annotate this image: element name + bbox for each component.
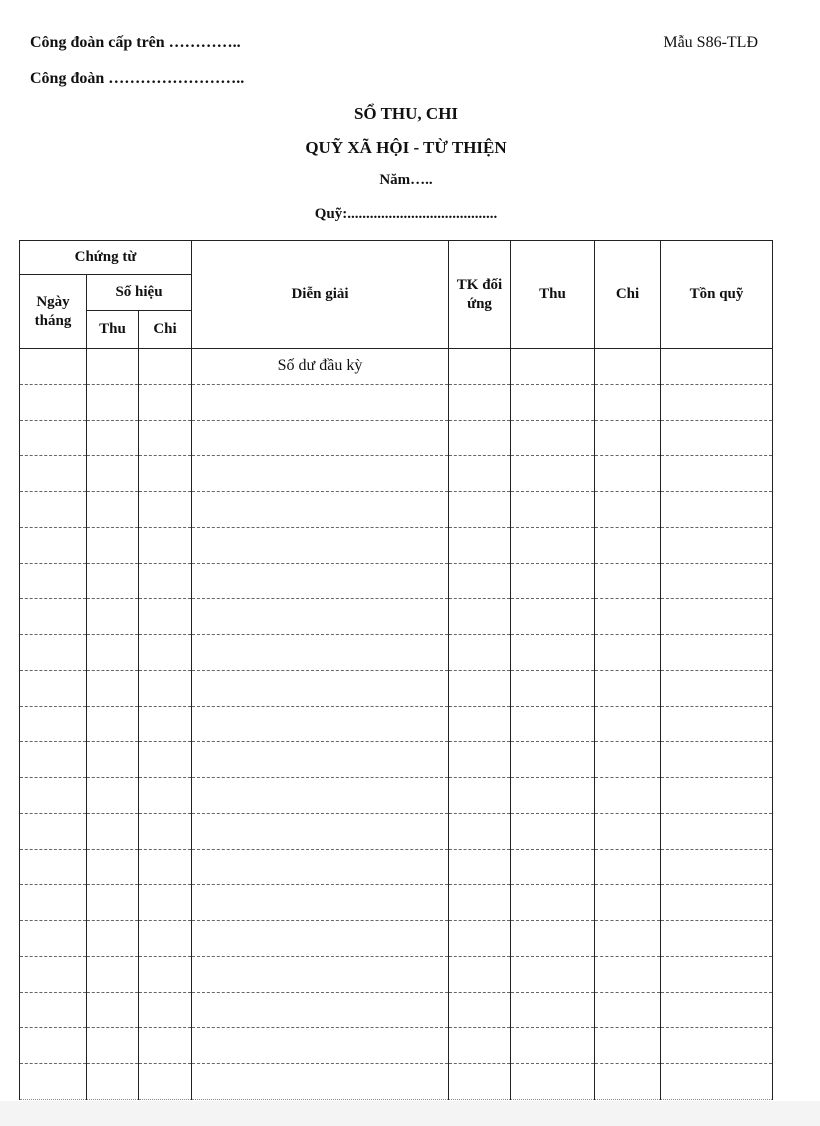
table-cell[interactable]: [139, 956, 192, 992]
number-in-header: Thu: [87, 311, 139, 349]
table-cell[interactable]: [192, 420, 449, 456]
table-cell[interactable]: [449, 492, 511, 528]
table-cell[interactable]: [511, 635, 595, 671]
table-cell[interactable]: [20, 384, 87, 420]
table-cell[interactable]: [192, 778, 449, 814]
table-cell[interactable]: [661, 742, 773, 778]
table-cell[interactable]: [661, 992, 773, 1028]
table-cell[interactable]: [87, 885, 139, 921]
table-row: [20, 420, 773, 456]
table-cell[interactable]: [511, 384, 595, 420]
table-cell[interactable]: [192, 921, 449, 957]
account-header: TK đối ứng: [449, 241, 511, 349]
table-cell[interactable]: [192, 384, 449, 420]
table-cell[interactable]: [449, 563, 511, 599]
quarter-line: Quỹ:........................................: [314, 206, 498, 222]
table-cell[interactable]: [595, 956, 661, 992]
table-cell[interactable]: [595, 384, 661, 420]
table-cell[interactable]: [20, 492, 87, 528]
table-cell[interactable]: [449, 706, 511, 742]
table-cell[interactable]: [20, 349, 87, 385]
table-cell[interactable]: [139, 1028, 192, 1064]
table-cell[interactable]: [595, 813, 661, 849]
table-cell[interactable]: [511, 1064, 595, 1100]
table-cell[interactable]: [139, 849, 192, 885]
document-title: SỔ THU, CHI: [353, 104, 459, 123]
table-cell[interactable]: [449, 349, 511, 385]
table-cell[interactable]: [595, 921, 661, 957]
table-cell[interactable]: [87, 527, 139, 563]
table-cell[interactable]: [595, 599, 661, 635]
table-cell[interactable]: [87, 635, 139, 671]
table-cell[interactable]: [595, 849, 661, 885]
table-cell[interactable]: [87, 956, 139, 992]
table-cell[interactable]: [511, 813, 595, 849]
table-cell[interactable]: [192, 992, 449, 1028]
table-cell[interactable]: [20, 813, 87, 849]
date-header: Ngày tháng: [20, 275, 87, 349]
table-cell[interactable]: [87, 1064, 139, 1100]
table-cell[interactable]: [449, 956, 511, 992]
table-cell[interactable]: [139, 885, 192, 921]
table-cell[interactable]: [661, 706, 773, 742]
table-cell[interactable]: [20, 1064, 87, 1100]
table-cell[interactable]: [192, 849, 449, 885]
table-cell[interactable]: [87, 384, 139, 420]
table-row: [20, 778, 773, 814]
table-cell[interactable]: [449, 670, 511, 706]
table-cell[interactable]: [139, 456, 192, 492]
table-cell[interactable]: [661, 420, 773, 456]
table-cell[interactable]: [449, 778, 511, 814]
table-cell[interactable]: [87, 492, 139, 528]
table-cell[interactable]: [661, 635, 773, 671]
table-cell[interactable]: [511, 992, 595, 1028]
table-cell[interactable]: [139, 992, 192, 1028]
table-cell[interactable]: [139, 813, 192, 849]
table-cell[interactable]: [87, 849, 139, 885]
table-cell[interactable]: [661, 599, 773, 635]
table-cell[interactable]: [511, 742, 595, 778]
table-cell[interactable]: [20, 527, 87, 563]
table-cell[interactable]: [192, 1064, 449, 1100]
table-cell[interactable]: [87, 921, 139, 957]
number-out-header: Chi: [139, 311, 192, 349]
table-cell[interactable]: [139, 1064, 192, 1100]
fund-name: QUỸ XÃ HỘI - TỪ THIỆN: [305, 138, 507, 157]
table-cell[interactable]: [661, 563, 773, 599]
page-bottom-margin: [0, 1101, 820, 1126]
table-cell[interactable]: [661, 456, 773, 492]
table-cell[interactable]: [661, 956, 773, 992]
table-row: [20, 742, 773, 778]
table-cell[interactable]: [192, 599, 449, 635]
table-row: [20, 992, 773, 1028]
table-cell[interactable]: [511, 670, 595, 706]
table-cell[interactable]: [511, 349, 595, 385]
table-cell[interactable]: [139, 670, 192, 706]
table-cell[interactable]: [20, 599, 87, 635]
ledger-table: [19, 240, 773, 1100]
table-cell[interactable]: [511, 849, 595, 885]
table-cell[interactable]: [511, 885, 595, 921]
income-header: Thu: [511, 241, 595, 349]
table-cell[interactable]: [595, 885, 661, 921]
table-cell[interactable]: [449, 420, 511, 456]
table-cell[interactable]: [661, 885, 773, 921]
table-cell[interactable]: [661, 921, 773, 957]
table-cell[interactable]: [511, 527, 595, 563]
table-cell[interactable]: [449, 813, 511, 849]
table-cell[interactable]: [20, 563, 87, 599]
table-cell[interactable]: [661, 384, 773, 420]
table-cell[interactable]: [87, 813, 139, 849]
table-cell[interactable]: [87, 778, 139, 814]
table-row: [20, 599, 773, 635]
table-cell[interactable]: [20, 921, 87, 957]
union-line: Công đoàn ……………………..: [30, 70, 245, 87]
table-cell[interactable]: [595, 992, 661, 1028]
table-cell[interactable]: [595, 456, 661, 492]
table-cell[interactable]: [192, 492, 449, 528]
table-cell[interactable]: [449, 885, 511, 921]
table-cell[interactable]: [449, 992, 511, 1028]
table-cell[interactable]: [511, 492, 595, 528]
opening-balance-label: Số dư đầu kỳ: [192, 349, 449, 385]
table-row: [20, 813, 773, 849]
description-header: Diễn giải: [192, 241, 449, 349]
table-row: [20, 921, 773, 957]
table-cell[interactable]: [20, 1028, 87, 1064]
table-cell[interactable]: [192, 885, 449, 921]
table-cell[interactable]: [192, 813, 449, 849]
table-cell[interactable]: [20, 992, 87, 1028]
table-cell[interactable]: [192, 1028, 449, 1064]
table-cell[interactable]: [661, 849, 773, 885]
table-cell[interactable]: [87, 599, 139, 635]
opening-balance-row: [20, 349, 773, 385]
table-cell[interactable]: [661, 1028, 773, 1064]
table-cell[interactable]: [139, 778, 192, 814]
table-cell[interactable]: [595, 1064, 661, 1100]
table-cell[interactable]: [511, 956, 595, 992]
table-cell[interactable]: [661, 670, 773, 706]
table-row: [20, 384, 773, 420]
table-cell[interactable]: [20, 706, 87, 742]
table-cell[interactable]: [192, 635, 449, 671]
table-cell[interactable]: [87, 706, 139, 742]
table-cell[interactable]: [511, 563, 595, 599]
table-cell[interactable]: [87, 1028, 139, 1064]
table-row: [20, 492, 773, 528]
table-cell[interactable]: [595, 1028, 661, 1064]
table-cell[interactable]: [20, 456, 87, 492]
table-cell[interactable]: [139, 563, 192, 599]
table-cell[interactable]: [511, 420, 595, 456]
table-cell[interactable]: [661, 527, 773, 563]
table-cell[interactable]: [20, 635, 87, 671]
table-cell[interactable]: [139, 635, 192, 671]
table-cell[interactable]: [87, 349, 139, 385]
table-cell[interactable]: [20, 670, 87, 706]
table-cell[interactable]: [87, 670, 139, 706]
table-cell[interactable]: [595, 563, 661, 599]
table-cell[interactable]: [449, 527, 511, 563]
table-cell[interactable]: [139, 527, 192, 563]
table-row: [20, 670, 773, 706]
table-cell[interactable]: [511, 706, 595, 742]
table-cell[interactable]: [192, 527, 449, 563]
table-row: [20, 885, 773, 921]
table-cell[interactable]: [661, 813, 773, 849]
table-cell[interactable]: [511, 1028, 595, 1064]
table-cell[interactable]: [87, 992, 139, 1028]
table-row: [20, 456, 773, 492]
table-cell[interactable]: [192, 956, 449, 992]
table-cell[interactable]: [449, 384, 511, 420]
table-cell[interactable]: [595, 492, 661, 528]
table-row: [20, 706, 773, 742]
table-cell[interactable]: [595, 778, 661, 814]
table-cell[interactable]: [449, 635, 511, 671]
table-cell[interactable]: [661, 778, 773, 814]
table-cell[interactable]: [595, 635, 661, 671]
balance-header: Tồn quỹ: [661, 241, 773, 349]
table-cell[interactable]: [139, 420, 192, 456]
expense-header: Chi: [595, 241, 661, 349]
number-header: Số hiệu: [87, 275, 192, 311]
table-cell[interactable]: [192, 742, 449, 778]
table-cell[interactable]: [139, 384, 192, 420]
table-cell[interactable]: [139, 706, 192, 742]
table-cell[interactable]: [661, 1064, 773, 1100]
table-row: [20, 563, 773, 599]
table-row: [20, 1028, 773, 1064]
table-cell[interactable]: [595, 742, 661, 778]
table-cell[interactable]: [595, 706, 661, 742]
table-cell[interactable]: [139, 492, 192, 528]
table-cell[interactable]: [449, 1028, 511, 1064]
table-cell[interactable]: [449, 1064, 511, 1100]
upper-union-line: Công đoàn cấp trên …………..: [30, 34, 241, 51]
table-cell[interactable]: [661, 492, 773, 528]
table-cell[interactable]: [661, 349, 773, 385]
table-cell[interactable]: [87, 420, 139, 456]
table-cell[interactable]: [449, 456, 511, 492]
table-cell[interactable]: [449, 849, 511, 885]
table-cell[interactable]: [595, 349, 661, 385]
table-cell[interactable]: [192, 670, 449, 706]
table-cell[interactable]: [192, 456, 449, 492]
table-cell[interactable]: [449, 742, 511, 778]
table-cell[interactable]: [20, 778, 87, 814]
table-cell[interactable]: [139, 742, 192, 778]
table-row: [20, 1064, 773, 1100]
table-cell[interactable]: [192, 706, 449, 742]
table-cell[interactable]: [595, 527, 661, 563]
table-row: [20, 635, 773, 671]
table-cell[interactable]: [20, 885, 87, 921]
year-line: Năm…..: [379, 172, 433, 188]
table-cell[interactable]: [87, 742, 139, 778]
table-cell[interactable]: [595, 670, 661, 706]
table-cell[interactable]: [139, 921, 192, 957]
table-cell[interactable]: [139, 599, 192, 635]
table-cell[interactable]: [20, 849, 87, 885]
table-cell[interactable]: [87, 563, 139, 599]
voucher-header: Chứng từ: [20, 241, 192, 275]
form-code: Mẫu S86-TLĐ: [663, 34, 758, 51]
table-cell[interactable]: [20, 420, 87, 456]
table-cell[interactable]: [595, 420, 661, 456]
table-cell[interactable]: [20, 956, 87, 992]
table-cell[interactable]: [511, 456, 595, 492]
table-cell[interactable]: [20, 742, 87, 778]
table-cell[interactable]: [139, 349, 192, 385]
table-cell[interactable]: [511, 778, 595, 814]
table-cell[interactable]: [87, 456, 139, 492]
table-cell[interactable]: [511, 599, 595, 635]
table-cell[interactable]: [449, 921, 511, 957]
table-cell[interactable]: [449, 599, 511, 635]
table-row: [20, 849, 773, 885]
table-cell[interactable]: [192, 563, 449, 599]
table-row: [20, 527, 773, 563]
table-row: [20, 956, 773, 992]
table-cell[interactable]: [511, 921, 595, 957]
